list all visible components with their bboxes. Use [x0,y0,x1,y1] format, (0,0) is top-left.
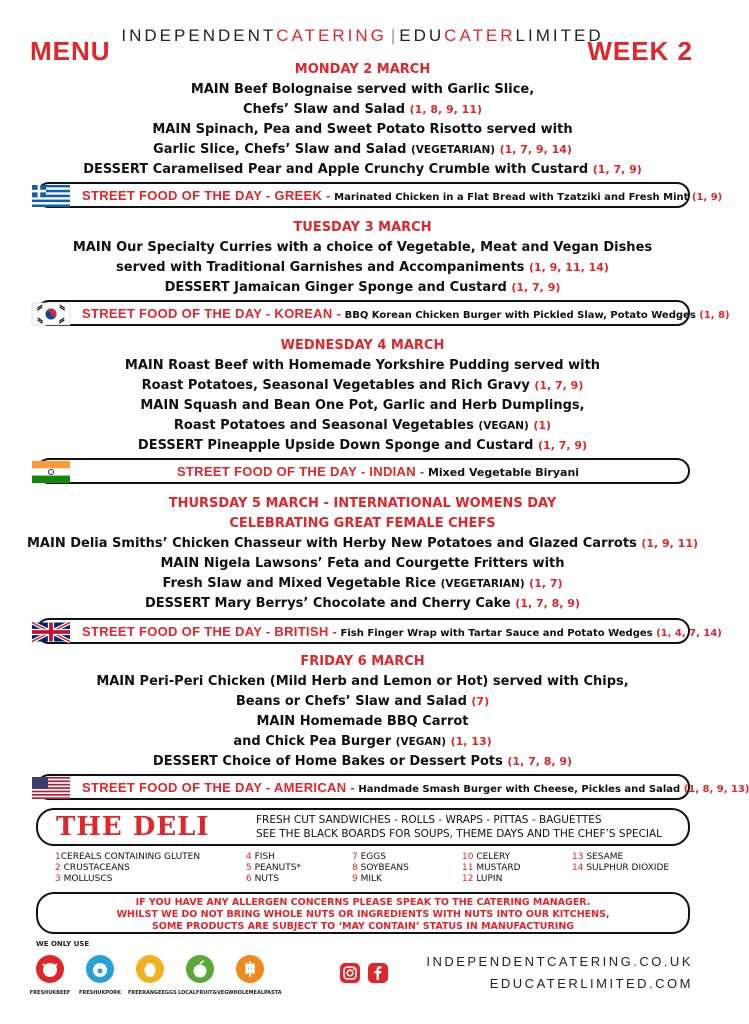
allergen-name: CELERY [476,852,511,862]
allergen-number: 13 [572,852,584,862]
dish-text: DESSERT Caramelised Pear and Apple Crunchy Crumble with Custard [83,162,589,177]
allergen-codes: (1, 8, 9, 11) [409,103,483,116]
dish-text: served with Traditional Garnishes and Accompaniments [116,260,525,275]
menu-line [0,574,725,594]
street-food-label: STREET FOOD OF THE DAY - AMERICAN - [82,780,355,795]
street-food-label: STREET FOOD OF THE DAY - KOREAN - [82,306,342,321]
usa-flag-icon [32,777,70,799]
greece-flag-icon [32,185,70,207]
badge-label: FRESHUKPORK [78,990,122,996]
diet-tag: (VEGETARIAN) [440,578,525,590]
menu-line [0,258,725,278]
allergen-number: 3 [55,874,61,884]
menu-line: MAIN Peri-Peri Chicken (Mild Herb and Lemon or Hot) served with Chips, [96,674,629,689]
dish-text: Roast Potatoes, Seasonal Vegetables and Rich Gravy [141,378,530,393]
allergen-column [55,852,200,885]
dish-text: DESSERT Mary Berrys’ Chocolate and Cherry Cake [145,596,511,611]
allergen-column [352,852,409,885]
allergen-number: 10 [462,852,474,862]
pork-icon [86,955,114,983]
badge-label: WHOLEMEALPASTA [228,990,282,996]
dish-text: Beans or Chefs’ Slaw and Salad [235,694,467,709]
allergen-number: 11 [462,863,474,873]
day-title: THURSDAY 5 MARCH - INTERNATIONAL WOMENS DAY [168,496,557,511]
street-food-text [82,624,722,639]
allergen-codes: (1, 8, 9, 13) [683,784,749,795]
menu-line [0,436,725,456]
street-food-dish: BBQ Korean Chicken Burger with Pickled Slaw, Potato Wedges [344,310,696,321]
dish-text: MAIN Delia Smiths’ Chicken Chasseur with Herby New Potatoes and Glazed Carrots [27,536,637,551]
we-only-use-label: WE ONLY USE [36,940,90,948]
street-food-label: STREET FOOD OF THE DAY - BRITISH - [82,624,338,639]
street-food-greek [36,182,723,208]
deli-title: THE DELI [56,812,210,842]
dish-text: Roast Potatoes and Seasonal Vegetables [173,418,474,433]
badge-label: LOCALFRUIT&VEG [178,990,229,996]
menu-line [0,140,725,160]
diet-tag: (VEGAN) [395,736,447,748]
allergen-name: SULPHUR DIOXIDE [586,863,670,873]
allergen-name: MILK [360,874,382,884]
brand-cater: CATER [444,26,516,45]
allergen-name: MUSTARD [476,863,521,873]
allergen-number: 7 [352,852,358,862]
dish-text: Fresh Slaw and Mixed Vegetable Rice [162,576,437,591]
street-food-text [74,464,682,479]
allergen-codes: (1, 7, 9) [534,379,584,392]
warning-line: SOME PRODUCTS ARE SUBJECT TO ‘MAY CONTAIN’ STATUS IN MANUFACTURING [151,921,575,932]
allergen-number: 8 [352,863,358,873]
menu-line: MAIN Beef Bolognaise served with Garlic Slice, [190,82,535,97]
day-thursday [0,494,725,614]
allergen-name: SOYBEANS [360,863,409,873]
website-link[interactable]: EDUCATERLIMITED.COM [489,976,693,991]
allergen-number: 9 [352,874,358,884]
day-wednesday [0,336,725,456]
allergen-item [462,874,521,885]
street-food-text [82,188,723,203]
allergen-number: 4 [246,852,252,862]
street-food-text [82,780,749,795]
menu-line: MAIN Our Specialty Curries with a choice of Vegetable, Meat and Vegan Dishes [72,240,653,255]
street-food-dish: Fish Finger Wrap with Tartar Sauce and Potato Wedges [340,628,653,639]
allergen-number: 2 [55,863,61,873]
menu-line [0,278,725,298]
allergen-codes: (1, 7, 9, 14) [499,143,572,156]
allergen-item [55,852,200,863]
dish-text: Chefs’ Slaw and Salad [242,102,406,117]
menu-line: MAIN Squash and Bean One Pot, Garlic and Herb Dumplings, [140,398,585,413]
allergen-name: EGGS [360,852,386,862]
allergen-number: 1 [55,852,61,862]
allergen-codes: (1, 13) [450,735,492,748]
allergen-number: 6 [246,874,252,884]
week-label: WEEK 2 [587,36,693,66]
allergen-codes: (1, 7) [529,577,563,590]
street-food-british [36,618,722,644]
warning-line: IF YOU HAVE ANY ALLERGEN CONCERNS PLEASE SPEAK TO THE CATERING MANAGER. [135,897,591,908]
allergen-item [246,874,301,885]
facebook-icon[interactable] [368,963,388,983]
allergen-item [572,863,669,874]
day-title: TUESDAY 3 MARCH [293,220,432,235]
menu-line: MAIN Spinach, Pea and Sweet Potato Risotto served with [152,122,573,137]
allergen-codes: (1) [533,419,552,432]
brand-independent: INDEPENDENT [121,26,277,45]
allergen-number: 14 [572,863,584,873]
allergen-item [55,863,200,874]
menu-line [0,752,725,772]
allergen-item [462,863,521,874]
allergen-name: PEANUTS* [254,863,301,873]
allergen-name: SESAME [586,852,624,862]
brand-limited: LIMITED [515,26,604,45]
allergen-item [352,874,409,885]
day-monday [0,60,725,180]
diet-tag: (VEGETARIAN) [410,144,496,156]
allergen-name: FISH [254,852,275,862]
dish-text: and Chick Pea Burger [233,734,392,749]
menu-line [0,534,725,554]
allergen-codes: (1, 8) [699,310,730,321]
street-food-indian [36,458,690,484]
street-food-american [36,774,749,800]
allergen-name: MOLLUSCS [63,874,113,884]
day-title: MONDAY 2 MARCH [294,62,431,77]
badge-label: FRESHUKBEEF [29,990,71,996]
allergen-codes: (1, 4, 7, 14) [656,628,722,639]
deli-line: FRESH CUT SANDWICHES - ROLLS - WRAPS - PITTAS - BAGUETTES [256,814,602,826]
day-title: FRIDAY 6 MARCH [300,654,425,669]
wheat-icon [236,955,264,983]
day-tuesday [0,218,725,298]
allergen-item [462,852,521,863]
allergen-item [246,852,301,863]
street-food-text [82,306,730,321]
beef-icon [36,955,64,983]
menu-line [0,376,725,396]
brand-separator: | [390,26,396,45]
allergen-codes: (1, 7, 8, 9) [507,755,573,768]
menu-line [0,692,725,712]
day-friday [0,652,725,772]
allergen-item [572,852,669,863]
dish-text: DESSERT Choice of Home Bakes or Dessert Pots [152,754,503,769]
day-title: WEDNESDAY 4 MARCH [280,338,445,353]
allergen-codes: (1, 7, 9) [511,281,561,294]
dish-text: DESSERT Jamaican Ginger Sponge and Custard [164,280,507,295]
street-food-label: STREET FOOD OF THE DAY - GREEK - [82,188,331,203]
allergen-codes: (1, 9, 11) [641,537,698,550]
diet-tag: (VEGAN) [478,420,529,432]
street-food-korean [36,300,730,326]
website-link[interactable]: INDEPENDENTCATERING.CO.UK [426,954,693,969]
uk-flag-icon [32,621,70,643]
dish-text: DESSERT Pineapple Upside Down Sponge and Custard [137,438,534,453]
brand-edu: EDU [399,26,445,45]
street-food-dish: Mixed Vegetable Biryani [427,466,580,479]
allergen-name: CEREALS CONTAINING GLUTEN [60,852,201,862]
deli-box [36,808,690,846]
allergen-item [352,852,409,863]
street-food-label: STREET FOOD OF THE DAY - INDIAN - [176,464,425,479]
allergen-codes: (1, 9) [691,192,723,203]
south-korea-flag-icon [32,303,70,325]
deli-description [256,813,662,841]
allergen-codes: (1, 7, 8, 9) [515,597,580,610]
dish-text: Garlic Slice, Chefs’ Slaw and Salad [153,142,407,157]
allergen-item [246,863,301,874]
menu-line: MAIN Roast Beef with Homemade Yorkshire Pudding served with [124,358,601,373]
menu-line [0,160,725,180]
allergen-codes: (7) [471,695,490,708]
allergen-name: CRUSTACEANS [63,863,130,873]
allergen-codes: (1, 7, 9) [592,163,642,176]
allergen-column [462,852,521,885]
menu-line [0,100,725,120]
menu-label: MENU [30,36,111,66]
allergen-number: 12 [462,874,474,884]
street-food-dish: Marinated Chicken in a Flat Bread with Tzatziki and Fresh Mint [334,192,689,203]
allergen-column [572,852,669,874]
menu-line: MAIN Homemade BBQ Carrot [256,714,469,729]
menu-line [0,416,725,436]
allergen-item [55,874,200,885]
allergen-number: 5 [246,863,252,873]
egg-icon [136,955,164,983]
allergen-item [352,863,409,874]
warning-line: WHILST WE DO NOT BRING WHOLE NUTS OR INGREDIENTS WITH NUTS INTO OUR KITCHENS, [116,909,610,920]
menu-line [0,594,725,614]
allergen-name: NUTS [254,874,280,884]
allergen-column [246,852,301,885]
allergen-warning [36,892,690,934]
street-food-dish: Handmade Smash Burger with Cheese, Pickles and Salad [358,784,681,795]
apple-icon [186,955,214,983]
deli-line: SEE THE BLACK BOARDS FOR SOUPS, THEME DAYS AND THE CHEF’S SPECIAL [256,828,663,840]
instagram-icon[interactable] [340,963,360,983]
brand-catering: CATERING [276,26,387,45]
allergen-codes: (1, 7, 9) [538,439,588,452]
allergen-codes: (1, 9, 11, 14) [528,261,609,274]
menu-line [0,732,725,752]
menu-line: MAIN Nigela Lawsons’ Feta and Courgette Fritters with [160,556,565,571]
day-subtitle: CELEBRATING GREAT FEMALE CHEFS [229,516,496,531]
badge-label: FREERANGEEGGS [128,990,177,996]
india-flag-icon [32,461,70,483]
allergen-name: LUPIN [476,874,503,884]
